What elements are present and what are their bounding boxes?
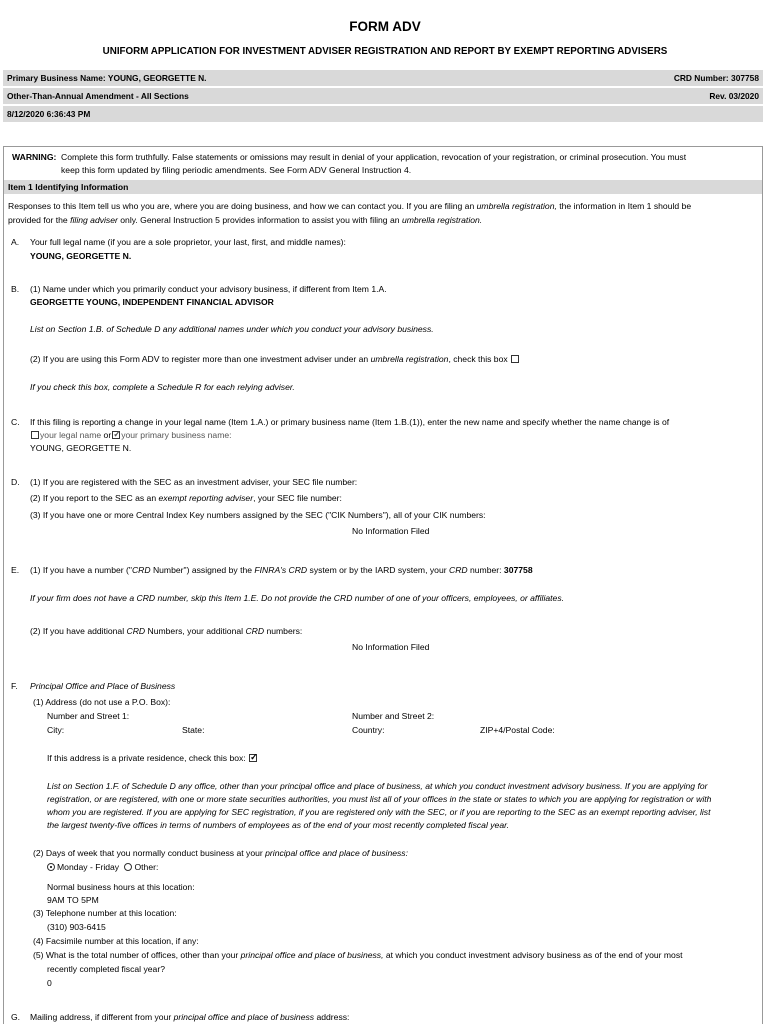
item-f-question-3: (3) Telephone number at this location: xyxy=(33,908,177,918)
item-f-question-1: (1) Address (do not use a P.O. Box): xyxy=(33,697,171,707)
hours-value: 9AM TO 5PM xyxy=(47,895,99,905)
phone-value: (310) 903-6415 xyxy=(47,922,106,932)
item-f-question-5: (5) What is the total number of offices, other than your principal office and place of business, at which you conduct investment advisory business as of the end of your most xyxy=(33,950,683,960)
header-row-business xyxy=(3,70,763,86)
item-d-question-1: (1) If you are registered with the SEC as an investment adviser, your SEC file number: xyxy=(30,477,358,487)
umbrella-registration-checkbox[interactable] xyxy=(511,355,519,363)
zip-label: ZIP+4/Postal Code: xyxy=(480,725,555,735)
state-label: State: xyxy=(182,725,205,735)
warning-text-2: keep this form updated by filing periodic amendments. See Form ADV General Instruction 4. xyxy=(61,165,412,175)
item-b-note-1: List on Section 1.B. of Schedule D any additional names under which you conduct your advisory business. xyxy=(30,324,434,334)
item-c-question: If this filing is reporting a change in your legal name (Item 1.A.) or primary business name (Item 1.B.(1)), enter the new name and specify whether the name change is of xyxy=(30,417,670,427)
legal-name-change-checkbox[interactable] xyxy=(31,431,39,439)
item-e-note: If your firm does not have a CRD number, skip this Item 1.E. Do not provide the CRD number of one of your officers, employees, or affiliates. xyxy=(30,593,565,603)
header-row-amendment xyxy=(3,88,763,104)
warning-label: WARNING: xyxy=(12,152,57,162)
item-b-question-1: (1) Name under which you primarily conduct your advisory business, if different from Item 1.A. xyxy=(30,284,387,294)
item-f-question-2: (2) Days of week that you normally conduct business at your principal office and place of business: xyxy=(33,848,408,858)
street2-label: Number and Street 2: xyxy=(352,711,435,721)
primary-business-name: Primary Business Name: YOUNG, GEORGETTE N. xyxy=(7,73,207,83)
city-label: City: xyxy=(47,725,65,735)
item-f-note-3: whom you are registered. If you are applying for SEC registration, if you are registered only with the SEC, or if you are reporting to the SEC as an exempt reporting adviser, list xyxy=(47,807,711,817)
item-g-letter: G. xyxy=(11,1012,21,1022)
item-f-note-1: List on Section 1.F. of Schedule D any office, other than your principal office and place of business, at which you conduct investment advisory business. If you are applying for xyxy=(47,781,708,791)
item1-intro-2: provided for the filing adviser only. General Instruction 5 provides information to assist you with filing an umbrella registration. xyxy=(8,215,483,225)
offices-count-value: 0 xyxy=(47,978,52,988)
revision: Rev. 03/2020 xyxy=(709,91,759,101)
item-f-note-4: the largest twenty-five offices in terms of numbers of employees as of the end of your most recently completed fiscal year. xyxy=(47,820,510,830)
item-d-question-2: (2) If you report to the SEC as an exempt reporting adviser, your SEC file number: xyxy=(30,493,342,503)
monday-friday-radio[interactable] xyxy=(47,863,55,871)
legal-name-value: YOUNG, GEORGETTE N. xyxy=(30,251,132,261)
timestamp: 8/12/2020 6:36:43 PM xyxy=(7,109,91,119)
crd-number-value: 307758 xyxy=(503,565,533,575)
hours-label: Normal business hours at this location: xyxy=(47,882,195,892)
item-f-title: Principal Office and Place of Business xyxy=(30,681,176,691)
cik-none: No Information Filed xyxy=(352,526,430,536)
item-a-question: Your full legal name (if you are a sole proprietor, your last, first, and middle names): xyxy=(30,237,346,247)
item-c-options: your legal name or✓ your primary business name: xyxy=(30,429,232,441)
item-f-letter: F. xyxy=(11,681,18,691)
business-name-change-checkbox[interactable] xyxy=(112,431,120,439)
country-label: Country: xyxy=(352,725,385,735)
header-row-timestamp xyxy=(3,106,763,122)
item-f-note-2: registration, or are registered, with one or more state securities authorities, you must list all of your offices in the state or states to which you are applying for registration or with xyxy=(47,794,712,804)
item-e-question-2: (2) If you have additional CRD Numbers, your additional CRD numbers: xyxy=(30,626,303,636)
private-residence-question: If this address is a private residence, check this box: ✓ xyxy=(47,752,258,764)
item1-header: Item 1 Identifying Information xyxy=(4,180,762,194)
crd-none: No Information Filed xyxy=(352,642,430,652)
item-c-letter: C. xyxy=(11,417,20,427)
days-options: Monday - Friday Other: xyxy=(47,861,158,873)
item-f-question-4: (4) Facsimile number at this location, if any: xyxy=(33,936,199,946)
form-title: FORM ADV xyxy=(349,19,421,34)
street1-label: Number and Street 1: xyxy=(47,711,130,721)
item-a-letter: A. xyxy=(11,237,20,247)
crd-number: CRD Number: 307758 xyxy=(673,73,759,83)
form-subtitle: UNIFORM APPLICATION FOR INVESTMENT ADVISER REGISTRATION AND REPORT BY EXEMPT REPORTING ADVISERS xyxy=(102,46,668,57)
item-b-note-2: If you check this box, complete a Schedule R for each relying adviser. xyxy=(30,382,295,392)
item1-intro-1: Responses to this Item tell us who you are, where you are doing business, and how we can contact you. If you are filing an umbrella registration, the information in Item 1 should be xyxy=(8,201,692,211)
item-f-question-5-cont: recently completed fiscal year? xyxy=(47,964,165,974)
business-name-value: GEORGETTE YOUNG, INDEPENDENT FINANCIAL ADVISOR xyxy=(30,297,274,307)
item-e-question-1: (1) If you have a number ("CRD Number") assigned by the FINRA's CRD system or by the IARD system, your CRD number: 307758 xyxy=(30,565,533,575)
private-residence-checkbox[interactable] xyxy=(249,754,257,762)
other-days-radio[interactable] xyxy=(124,863,132,871)
item-e-letter: E. xyxy=(11,565,20,575)
item-b-question-2: (2) If you are using this Form ADV to register more than one investment adviser under an umbrella registration, check this box xyxy=(30,353,520,365)
warning-text-1: Complete this form truthfully. False statements or omissions may result in denial of your application, revocation of your registration, or criminal prosecution. You must xyxy=(61,152,687,162)
item-d-letter: D. xyxy=(11,477,20,487)
item-d-question-3: (3) If you have one or more Central Index Key numbers assigned by the SEC ("CIK Numbers"), all of your CIK numbers: xyxy=(30,510,486,520)
item-g-question: Mailing address, if different from your principal office and place of business address: xyxy=(30,1012,350,1022)
new-name-value: YOUNG, GEORGETTE N. xyxy=(30,443,132,453)
amendment-type: Other-Than-Annual Amendment - All Sections xyxy=(7,91,189,101)
item-b-letter: B. xyxy=(11,284,20,294)
